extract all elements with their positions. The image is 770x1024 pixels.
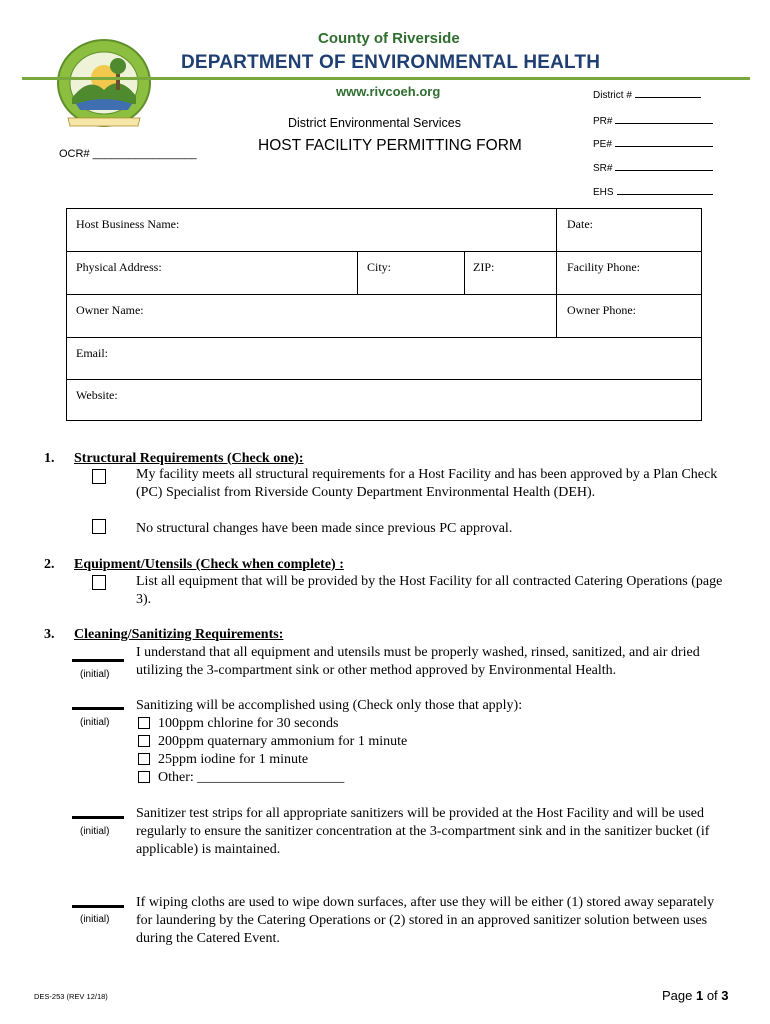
section-2-heading-colon: : — [339, 557, 344, 572]
county-name: County of Riverside — [318, 30, 460, 47]
table-row-divider — [67, 379, 701, 380]
email-field[interactable]: Email: — [76, 346, 108, 360]
owner-phone-field[interactable]: Owner Phone: — [567, 303, 636, 317]
section-1-number: 1. — [44, 451, 55, 466]
city-field[interactable]: City: — [367, 260, 392, 274]
page-of: of — [703, 988, 722, 1003]
page-number — [662, 988, 729, 1003]
initial-line-1[interactable] — [72, 659, 124, 662]
section-3-heading: Cleaning/Sanitizing Requirements: — [74, 627, 284, 642]
department-name: DEPARTMENT OF ENVIRONMENTAL HEALTH — [181, 52, 601, 73]
pr-number-field[interactable] — [593, 114, 713, 127]
table-col-divider — [556, 209, 557, 337]
header-divider — [22, 77, 750, 80]
pe-number-label: PE# — [593, 139, 612, 150]
wiping-cloths-text: If wiping cloths are used to wipe down surfaces, after use they will be either (1) stored away separately for laundering by the Catering Operations or (2) stored in an approved sanitizer solution between uses during the Catered Event. — [136, 895, 715, 946]
page-prefix: Page — [662, 988, 696, 1003]
pe-number-line — [615, 137, 713, 147]
sr-number-field[interactable] — [593, 161, 713, 174]
equipment-list-text: List all equipment that will be provided by the Host Facility for all contracted Catering Operations (page 3). — [136, 574, 723, 607]
structural-approved-text: My facility meets all structural requirements for a Host Facility and has been approved by a Plan Check (PC) Specialist from Riverside County Department Environmental Health (DEH). — [136, 467, 718, 500]
other-sanitizer-field[interactable]: Other: _____________________ — [158, 770, 345, 785]
initial-label-2: (initial) — [80, 717, 110, 728]
other-sanitizer-checkbox[interactable] — [138, 771, 150, 783]
pr-number-label: PR# — [593, 116, 613, 127]
pr-number-line — [615, 114, 713, 124]
table-row-divider — [67, 294, 701, 295]
table-row-divider — [67, 337, 701, 338]
chlorine-option-label: 100ppm chlorine for 30 seconds — [158, 716, 339, 731]
page-current: 1 — [695, 988, 704, 1003]
physical-address-field[interactable]: Physical Address: — [76, 260, 162, 274]
ehs-label: EHS — [593, 187, 614, 198]
initial-label-4: (initial) — [80, 914, 110, 925]
date-field[interactable]: Date: — [567, 217, 593, 231]
structural-approved-checkbox[interactable] — [92, 469, 106, 484]
district-number-field[interactable] — [593, 88, 701, 101]
no-structural-changes-text: No structural changes have been made since previous PC approval. — [136, 521, 513, 536]
section-1-heading: Structural Requirements (Check one): — [74, 451, 304, 466]
section-2-heading — [74, 557, 344, 573]
initial-label-3: (initial) — [80, 826, 110, 837]
section-3-number: 3. — [44, 627, 55, 642]
website-link[interactable]: www.rivcoeh.org — [336, 84, 441, 99]
quaternary-ammonium-option-label: 200ppm quaternary ammonium for 1 minute — [158, 734, 408, 749]
ehs-line — [617, 185, 713, 195]
form-subtitle: District Environmental Services — [288, 116, 461, 130]
facility-phone-field[interactable]: Facility Phone: — [567, 260, 640, 274]
ocr-number-field[interactable]: OCR# _________________ — [59, 148, 197, 160]
iodine-checkbox[interactable] — [138, 753, 150, 765]
department-seal-logo — [54, 38, 154, 130]
sanitizer-method-intro: Sanitizing will be accomplished using (Check only those that apply): — [136, 698, 523, 713]
table-col-divider — [357, 251, 358, 294]
iodine-option-label: 25ppm iodine for 1 minute — [158, 752, 309, 767]
chlorine-checkbox[interactable] — [138, 717, 150, 729]
section-2-heading-text: Equipment/Utensils (Check when complete) — [74, 557, 336, 572]
sr-number-label: SR# — [593, 163, 613, 174]
owner-name-field[interactable]: Owner Name: — [76, 303, 144, 317]
quaternary-ammonium-checkbox[interactable] — [138, 735, 150, 747]
table-col-divider — [464, 251, 465, 294]
form-revision-id: DES-253 (REV 12/18) — [34, 992, 108, 1001]
initial-line-3[interactable] — [72, 816, 124, 819]
district-number-line — [635, 88, 701, 98]
zip-field[interactable]: ZIP: — [473, 260, 495, 274]
form-title: HOST FACILITY PERMITTING FORM — [258, 137, 522, 154]
ehs-field[interactable] — [593, 185, 713, 198]
no-structural-changes-checkbox[interactable] — [92, 519, 106, 534]
initial-line-4[interactable] — [72, 905, 124, 908]
initial-line-2[interactable] — [72, 707, 124, 710]
initial-label-1: (initial) — [80, 669, 110, 680]
district-number-label: District # — [593, 90, 632, 101]
website-field[interactable]: Website: — [76, 388, 118, 402]
washing-requirement-text: I understand that all equipment and utensils must be properly washed, rinsed, sanitized, and air dried utilizing the 3-compartment sink or other method approved by Environmental Health. — [136, 645, 700, 678]
sr-number-line — [615, 161, 713, 171]
section-2-number: 2. — [44, 557, 55, 572]
page-total: 3 — [721, 988, 729, 1003]
facility-info-table — [66, 208, 702, 421]
equipment-complete-checkbox[interactable] — [92, 575, 106, 590]
table-row-divider — [67, 251, 701, 252]
test-strips-text: Sanitizer test strips for all appropriate sanitizers will be provided at the Host Facility and will be used regularly to ensure the sanitizer concentration at the 3-compartment sink and in the sanitizer bucket (if applicable) is maintained. — [136, 806, 710, 857]
host-business-name-field[interactable]: Host Business Name: — [76, 217, 180, 231]
pe-number-field[interactable] — [593, 137, 713, 150]
